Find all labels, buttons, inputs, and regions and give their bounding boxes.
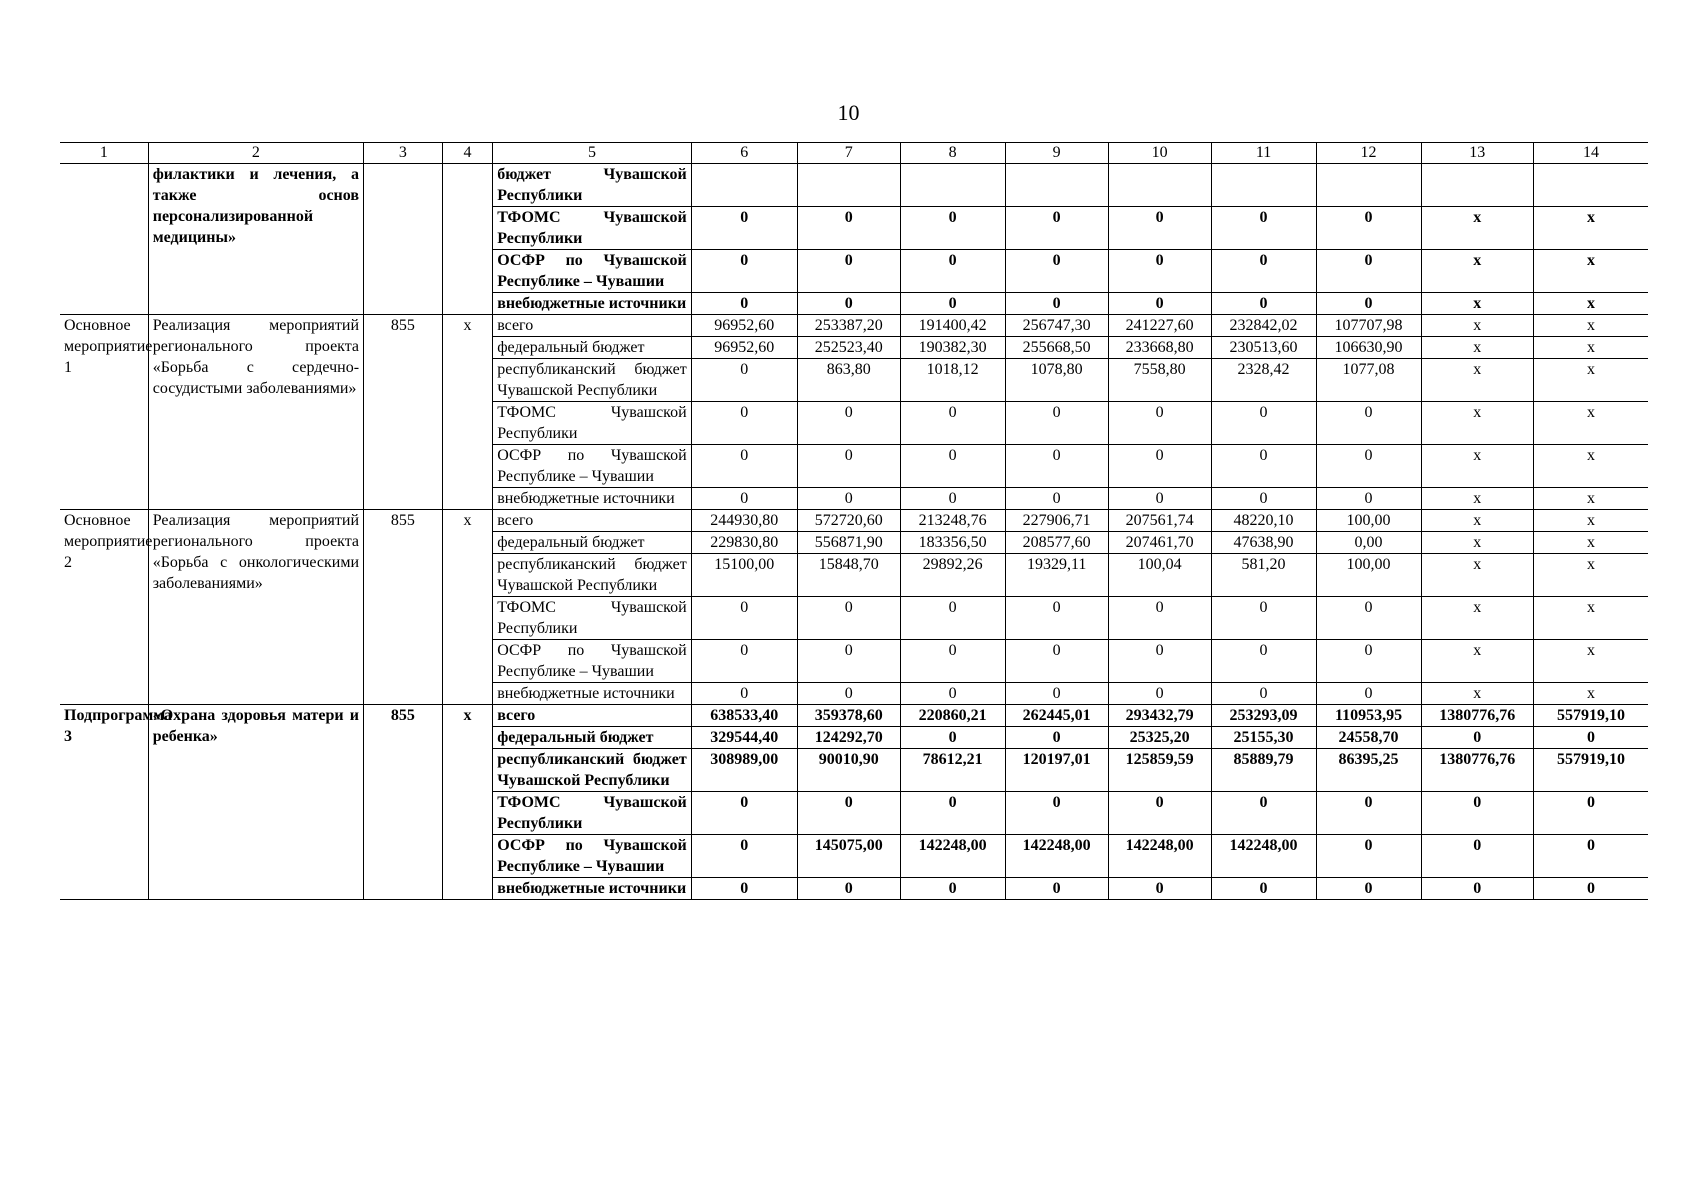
value-cell-col10: 0 xyxy=(1108,293,1211,315)
value-cell-col13: х xyxy=(1421,532,1533,554)
value-cell-col10: 142248,00 xyxy=(1108,835,1211,878)
value-cell-col9: 0 xyxy=(1005,488,1108,510)
value-cell-col13: х xyxy=(1421,337,1533,359)
value-cell-col12: 0 xyxy=(1316,445,1421,488)
value-cell-col13: х xyxy=(1421,359,1533,402)
value-cell-col7: 0 xyxy=(797,207,900,250)
value-cell-col8: 0 xyxy=(900,445,1005,488)
value-cell-col12: 0 xyxy=(1316,792,1421,835)
funding-source-cell: всего xyxy=(493,510,692,532)
header-cell-2: 2 xyxy=(148,143,363,164)
value-cell-col13: 1380776,76 xyxy=(1421,749,1533,792)
event-type-cell: Подпрограмма 3 xyxy=(60,705,148,900)
value-cell-col14: 0 xyxy=(1533,727,1648,749)
value-cell-col14: 557919,10 xyxy=(1533,749,1648,792)
value-cell-col11: 0 xyxy=(1211,878,1316,900)
value-cell-col13: х xyxy=(1421,293,1533,315)
value-cell-col7: 0 xyxy=(797,792,900,835)
funding-source-cell: внебюджетные источники xyxy=(493,878,692,900)
funding-source-cell: ТФОМС Чувашской Республики xyxy=(493,207,692,250)
funding-source-cell: ОСФР по Чувашской Республике – Чувашии xyxy=(493,835,692,878)
header-cell-3: 3 xyxy=(364,143,443,164)
value-cell-col11: 142248,00 xyxy=(1211,835,1316,878)
value-cell-col12: 0 xyxy=(1316,878,1421,900)
funding-source-cell: внебюджетные источники xyxy=(493,293,692,315)
value-cell-col9: 0 xyxy=(1005,640,1108,683)
table-row xyxy=(60,510,1648,532)
value-cell-col13: 0 xyxy=(1421,835,1533,878)
value-cell-col11: 253293,09 xyxy=(1211,705,1316,727)
header-row xyxy=(60,143,1648,164)
funding-source-cell: республиканский бюджет Чувашской Республики xyxy=(493,359,692,402)
mark-cell: х xyxy=(442,315,492,510)
value-cell-col11: 2328,42 xyxy=(1211,359,1316,402)
value-cell-col7: 0 xyxy=(797,488,900,510)
value-cell-col7: 124292,70 xyxy=(797,727,900,749)
value-cell-col12: 0 xyxy=(1316,207,1421,250)
value-cell-col7: 0 xyxy=(797,445,900,488)
funding-source-cell: республиканский бюджет Чувашской Республики xyxy=(493,554,692,597)
value-cell-col8: 190382,30 xyxy=(900,337,1005,359)
value-cell-col11: 581,20 xyxy=(1211,554,1316,597)
value-cell-col12 xyxy=(1316,164,1421,207)
value-cell-col6: 0 xyxy=(691,402,797,445)
value-cell-col6: 0 xyxy=(691,250,797,293)
value-cell-col8: 0 xyxy=(900,683,1005,705)
value-cell-col8: 0 xyxy=(900,250,1005,293)
value-cell-col9: 0 xyxy=(1005,597,1108,640)
value-cell-col8: 1018,12 xyxy=(900,359,1005,402)
value-cell-col14: х xyxy=(1533,359,1648,402)
value-cell-col8: 0 xyxy=(900,878,1005,900)
value-cell-col14: х xyxy=(1533,337,1648,359)
value-cell-col12: 1077,08 xyxy=(1316,359,1421,402)
value-cell-col10: 125859,59 xyxy=(1108,749,1211,792)
header-cell-9: 9 xyxy=(1005,143,1108,164)
funding-source-cell: федеральный бюджет xyxy=(493,532,692,554)
value-cell-col11: 230513,60 xyxy=(1211,337,1316,359)
event-name-cell: Реализация мероприятий регионального проекта «Борьба с онкологическими заболеваниями» xyxy=(148,510,363,705)
header-cell-7: 7 xyxy=(797,143,900,164)
value-cell-col6: 15100,00 xyxy=(691,554,797,597)
value-cell-col12: 0 xyxy=(1316,597,1421,640)
value-cell-col14: х xyxy=(1533,315,1648,337)
value-cell-col12: 0 xyxy=(1316,402,1421,445)
value-cell-col14: х xyxy=(1533,640,1648,683)
funding-source-cell: внебюджетные источники xyxy=(493,488,692,510)
value-cell-col11: 0 xyxy=(1211,488,1316,510)
value-cell-col10: 0 xyxy=(1108,640,1211,683)
value-cell-col6: 96952,60 xyxy=(691,337,797,359)
value-cell-col14: х xyxy=(1533,510,1648,532)
value-cell-col13: х xyxy=(1421,250,1533,293)
value-cell-col8: 183356,50 xyxy=(900,532,1005,554)
event-name-cell: Реализация мероприятий регионального проекта «Борьба с сердечно-сосудистыми заболеваниями» xyxy=(148,315,363,510)
value-cell-col7: 15848,70 xyxy=(797,554,900,597)
value-cell-col14: х xyxy=(1533,532,1648,554)
value-cell-col14: 557919,10 xyxy=(1533,705,1648,727)
value-cell-col8: 0 xyxy=(900,727,1005,749)
value-cell-col12: 0 xyxy=(1316,683,1421,705)
value-cell-col9: 0 xyxy=(1005,683,1108,705)
value-cell-col9: 0 xyxy=(1005,250,1108,293)
value-cell-col14: 0 xyxy=(1533,792,1648,835)
value-cell-col7: 252523,40 xyxy=(797,337,900,359)
funding-source-cell: ОСФР по Чувашской Республике – Чувашии xyxy=(493,250,692,293)
funding-source-cell: всего xyxy=(493,705,692,727)
value-cell-col9: 0 xyxy=(1005,402,1108,445)
value-cell-col13: х xyxy=(1421,402,1533,445)
value-cell-col7: 0 xyxy=(797,640,900,683)
value-cell-col13: х xyxy=(1421,510,1533,532)
header-cell-5: 5 xyxy=(493,143,692,164)
funding-source-cell: республиканский бюджет Чувашской Республики xyxy=(493,749,692,792)
value-cell-col7: 0 xyxy=(797,250,900,293)
value-cell-col6: 244930,80 xyxy=(691,510,797,532)
value-cell-col13: 0 xyxy=(1421,792,1533,835)
value-cell-col6: 96952,60 xyxy=(691,315,797,337)
mark-cell: х xyxy=(442,705,492,900)
value-cell-col9: 0 xyxy=(1005,445,1108,488)
value-cell-col14: 0 xyxy=(1533,835,1648,878)
value-cell-col6: 0 xyxy=(691,488,797,510)
value-cell-col9: 256747,30 xyxy=(1005,315,1108,337)
header-cell-14: 14 xyxy=(1533,143,1648,164)
value-cell-col10: 25325,20 xyxy=(1108,727,1211,749)
value-cell-col10: 7558,80 xyxy=(1108,359,1211,402)
code-cell: 855 xyxy=(364,510,443,705)
table-row xyxy=(60,164,1648,207)
value-cell-col13: х xyxy=(1421,315,1533,337)
value-cell-col14: х xyxy=(1533,488,1648,510)
value-cell-col14: х xyxy=(1533,445,1648,488)
value-cell-col6: 0 xyxy=(691,640,797,683)
page-number: 10 xyxy=(837,100,860,125)
value-cell-col8: 220860,21 xyxy=(900,705,1005,727)
value-cell-col8: 0 xyxy=(900,597,1005,640)
funding-source-cell: ОСФР по Чувашской Республике – Чувашии xyxy=(493,640,692,683)
value-cell-col12: 0 xyxy=(1316,640,1421,683)
value-cell-col9: 0 xyxy=(1005,727,1108,749)
value-cell-col7: 0 xyxy=(797,293,900,315)
value-cell-col12: 106630,90 xyxy=(1316,337,1421,359)
value-cell-col9: 1078,80 xyxy=(1005,359,1108,402)
header-cell-12: 12 xyxy=(1316,143,1421,164)
value-cell-col11: 0 xyxy=(1211,597,1316,640)
header-cell-6: 6 xyxy=(691,143,797,164)
value-cell-col12: 100,00 xyxy=(1316,554,1421,597)
value-cell-col6: 0 xyxy=(691,878,797,900)
value-cell-col14: х xyxy=(1533,554,1648,597)
event-type-cell: Основное мероприятие 1 xyxy=(60,315,148,510)
value-cell-col6: 329544,40 xyxy=(691,727,797,749)
value-cell-col6: 0 xyxy=(691,683,797,705)
value-cell-col11: 0 xyxy=(1211,445,1316,488)
value-cell-col11 xyxy=(1211,164,1316,207)
value-cell-col7: 253387,20 xyxy=(797,315,900,337)
value-cell-col13: х xyxy=(1421,683,1533,705)
value-cell-col8: 0 xyxy=(900,293,1005,315)
value-cell-col6: 308989,00 xyxy=(691,749,797,792)
value-cell-col12: 0 xyxy=(1316,835,1421,878)
value-cell-col12: 110953,95 xyxy=(1316,705,1421,727)
budget-table xyxy=(60,142,1648,900)
value-cell-col6 xyxy=(691,164,797,207)
value-cell-col10: 0 xyxy=(1108,250,1211,293)
value-cell-col8: 0 xyxy=(900,488,1005,510)
value-cell-col12: 100,00 xyxy=(1316,510,1421,532)
value-cell-col10: 0 xyxy=(1108,207,1211,250)
funding-source-cell: бюджет Чувашской Республики xyxy=(493,164,692,207)
value-cell-col11: 0 xyxy=(1211,250,1316,293)
value-cell-col13: х xyxy=(1421,640,1533,683)
value-cell-col8: 29892,26 xyxy=(900,554,1005,597)
value-cell-col6: 0 xyxy=(691,792,797,835)
value-cell-col9: 142248,00 xyxy=(1005,835,1108,878)
value-cell-col8: 142248,00 xyxy=(900,835,1005,878)
value-cell-col6: 0 xyxy=(691,359,797,402)
value-cell-col14: х xyxy=(1533,683,1648,705)
table-row xyxy=(60,705,1648,727)
value-cell-col11: 232842,02 xyxy=(1211,315,1316,337)
value-cell-col7: 0 xyxy=(797,683,900,705)
value-cell-col8: 0 xyxy=(900,792,1005,835)
funding-source-cell: ТФОМС Чувашской Республики xyxy=(493,402,692,445)
value-cell-col7: 0 xyxy=(797,878,900,900)
value-cell-col10: 0 xyxy=(1108,597,1211,640)
value-cell-col7: 359378,60 xyxy=(797,705,900,727)
value-cell-col9: 0 xyxy=(1005,792,1108,835)
value-cell-col8: 0 xyxy=(900,402,1005,445)
value-cell-col10: 207461,70 xyxy=(1108,532,1211,554)
value-cell-col10: 207561,74 xyxy=(1108,510,1211,532)
funding-source-cell: внебюджетные источники xyxy=(493,683,692,705)
value-cell-col13: х xyxy=(1421,554,1533,597)
value-cell-col11: 85889,79 xyxy=(1211,749,1316,792)
value-cell-col12: 107707,98 xyxy=(1316,315,1421,337)
funding-source-cell: ТФОМС Чувашской Республики xyxy=(493,597,692,640)
funding-source-cell: федеральный бюджет xyxy=(493,337,692,359)
value-cell-col7: 556871,90 xyxy=(797,532,900,554)
value-cell-col9: 208577,60 xyxy=(1005,532,1108,554)
header-cell-1: 1 xyxy=(60,143,148,164)
mark-cell xyxy=(442,164,492,315)
value-cell-col12: 0 xyxy=(1316,488,1421,510)
value-cell-col13: 1380776,76 xyxy=(1421,705,1533,727)
value-cell-col7: 0 xyxy=(797,402,900,445)
value-cell-col11: 47638,90 xyxy=(1211,532,1316,554)
value-cell-col11: 0 xyxy=(1211,207,1316,250)
value-cell-col6: 229830,80 xyxy=(691,532,797,554)
value-cell-col9: 262445,01 xyxy=(1005,705,1108,727)
value-cell-col11: 25155,30 xyxy=(1211,727,1316,749)
value-cell-col14: х xyxy=(1533,597,1648,640)
header-cell-4: 4 xyxy=(442,143,492,164)
value-cell-col14: х xyxy=(1533,293,1648,315)
header-cell-11: 11 xyxy=(1211,143,1316,164)
value-cell-col6: 638533,40 xyxy=(691,705,797,727)
value-cell-col8 xyxy=(900,164,1005,207)
value-cell-col10: 0 xyxy=(1108,488,1211,510)
value-cell-col9: 0 xyxy=(1005,293,1108,315)
value-cell-col14: х xyxy=(1533,402,1648,445)
value-cell-col11: 0 xyxy=(1211,640,1316,683)
value-cell-col13: 0 xyxy=(1421,878,1533,900)
code-cell xyxy=(364,164,443,315)
value-cell-col12: 0 xyxy=(1316,293,1421,315)
value-cell-col10: 293432,79 xyxy=(1108,705,1211,727)
value-cell-col8: 191400,42 xyxy=(900,315,1005,337)
mark-cell: х xyxy=(442,510,492,705)
code-cell: 855 xyxy=(364,705,443,900)
value-cell-col11: 48220,10 xyxy=(1211,510,1316,532)
funding-source-cell: всего xyxy=(493,315,692,337)
value-cell-col11: 0 xyxy=(1211,293,1316,315)
value-cell-col7: 572720,60 xyxy=(797,510,900,532)
value-cell-col6: 0 xyxy=(691,445,797,488)
event-type-cell: Основное мероприятие 2 xyxy=(60,510,148,705)
value-cell-col9: 0 xyxy=(1005,878,1108,900)
value-cell-col7: 145075,00 xyxy=(797,835,900,878)
value-cell-col10: 0 xyxy=(1108,792,1211,835)
value-cell-col6: 0 xyxy=(691,207,797,250)
value-cell-col14: х xyxy=(1533,250,1648,293)
header-cell-10: 10 xyxy=(1108,143,1211,164)
value-cell-col10: 233668,80 xyxy=(1108,337,1211,359)
event-type-cell xyxy=(60,164,148,315)
value-cell-col10 xyxy=(1108,164,1211,207)
value-cell-col11: 0 xyxy=(1211,683,1316,705)
value-cell-col7 xyxy=(797,164,900,207)
value-cell-col14: х xyxy=(1533,207,1648,250)
funding-source-cell: федеральный бюджет xyxy=(493,727,692,749)
value-cell-col13: 0 xyxy=(1421,727,1533,749)
value-cell-col9 xyxy=(1005,164,1108,207)
value-cell-col13 xyxy=(1421,164,1533,207)
value-cell-col8: 0 xyxy=(900,640,1005,683)
value-cell-col11: 0 xyxy=(1211,402,1316,445)
value-cell-col11: 0 xyxy=(1211,792,1316,835)
header-cell-8: 8 xyxy=(900,143,1005,164)
value-cell-col10: 0 xyxy=(1108,878,1211,900)
value-cell-col10: 0 xyxy=(1108,683,1211,705)
value-cell-col7: 863,80 xyxy=(797,359,900,402)
value-cell-col12: 24558,70 xyxy=(1316,727,1421,749)
code-cell: 855 xyxy=(364,315,443,510)
value-cell-col7: 90010,90 xyxy=(797,749,900,792)
value-cell-col14: 0 xyxy=(1533,878,1648,900)
value-cell-col8: 213248,76 xyxy=(900,510,1005,532)
value-cell-col12: 0,00 xyxy=(1316,532,1421,554)
table-row xyxy=(60,315,1648,337)
value-cell-col13: х xyxy=(1421,207,1533,250)
value-cell-col9: 120197,01 xyxy=(1005,749,1108,792)
value-cell-col13: х xyxy=(1421,597,1533,640)
value-cell-col8: 0 xyxy=(900,207,1005,250)
funding-source-cell: ОСФР по Чувашской Республике – Чувашии xyxy=(493,445,692,488)
value-cell-col13: х xyxy=(1421,488,1533,510)
value-cell-col7: 0 xyxy=(797,597,900,640)
value-cell-col14 xyxy=(1533,164,1648,207)
event-name-cell: «Охрана здоровья матери и ребенка» xyxy=(148,705,363,900)
value-cell-col6: 0 xyxy=(691,597,797,640)
value-cell-col9: 0 xyxy=(1005,207,1108,250)
value-cell-col10: 0 xyxy=(1108,402,1211,445)
header-cell-13: 13 xyxy=(1421,143,1533,164)
value-cell-col9: 19329,11 xyxy=(1005,554,1108,597)
value-cell-col12: 86395,25 xyxy=(1316,749,1421,792)
value-cell-col10: 100,04 xyxy=(1108,554,1211,597)
value-cell-col10: 0 xyxy=(1108,445,1211,488)
event-name-cell: филактики и лечения, а также основ персонализированной медицины» xyxy=(148,164,363,315)
value-cell-col6: 0 xyxy=(691,835,797,878)
value-cell-col12: 0 xyxy=(1316,250,1421,293)
value-cell-col8: 78612,21 xyxy=(900,749,1005,792)
value-cell-col9: 227906,71 xyxy=(1005,510,1108,532)
value-cell-col6: 0 xyxy=(691,293,797,315)
value-cell-col10: 241227,60 xyxy=(1108,315,1211,337)
value-cell-col13: х xyxy=(1421,445,1533,488)
value-cell-col9: 255668,50 xyxy=(1005,337,1108,359)
funding-source-cell: ТФОМС Чувашской Республики xyxy=(493,792,692,835)
